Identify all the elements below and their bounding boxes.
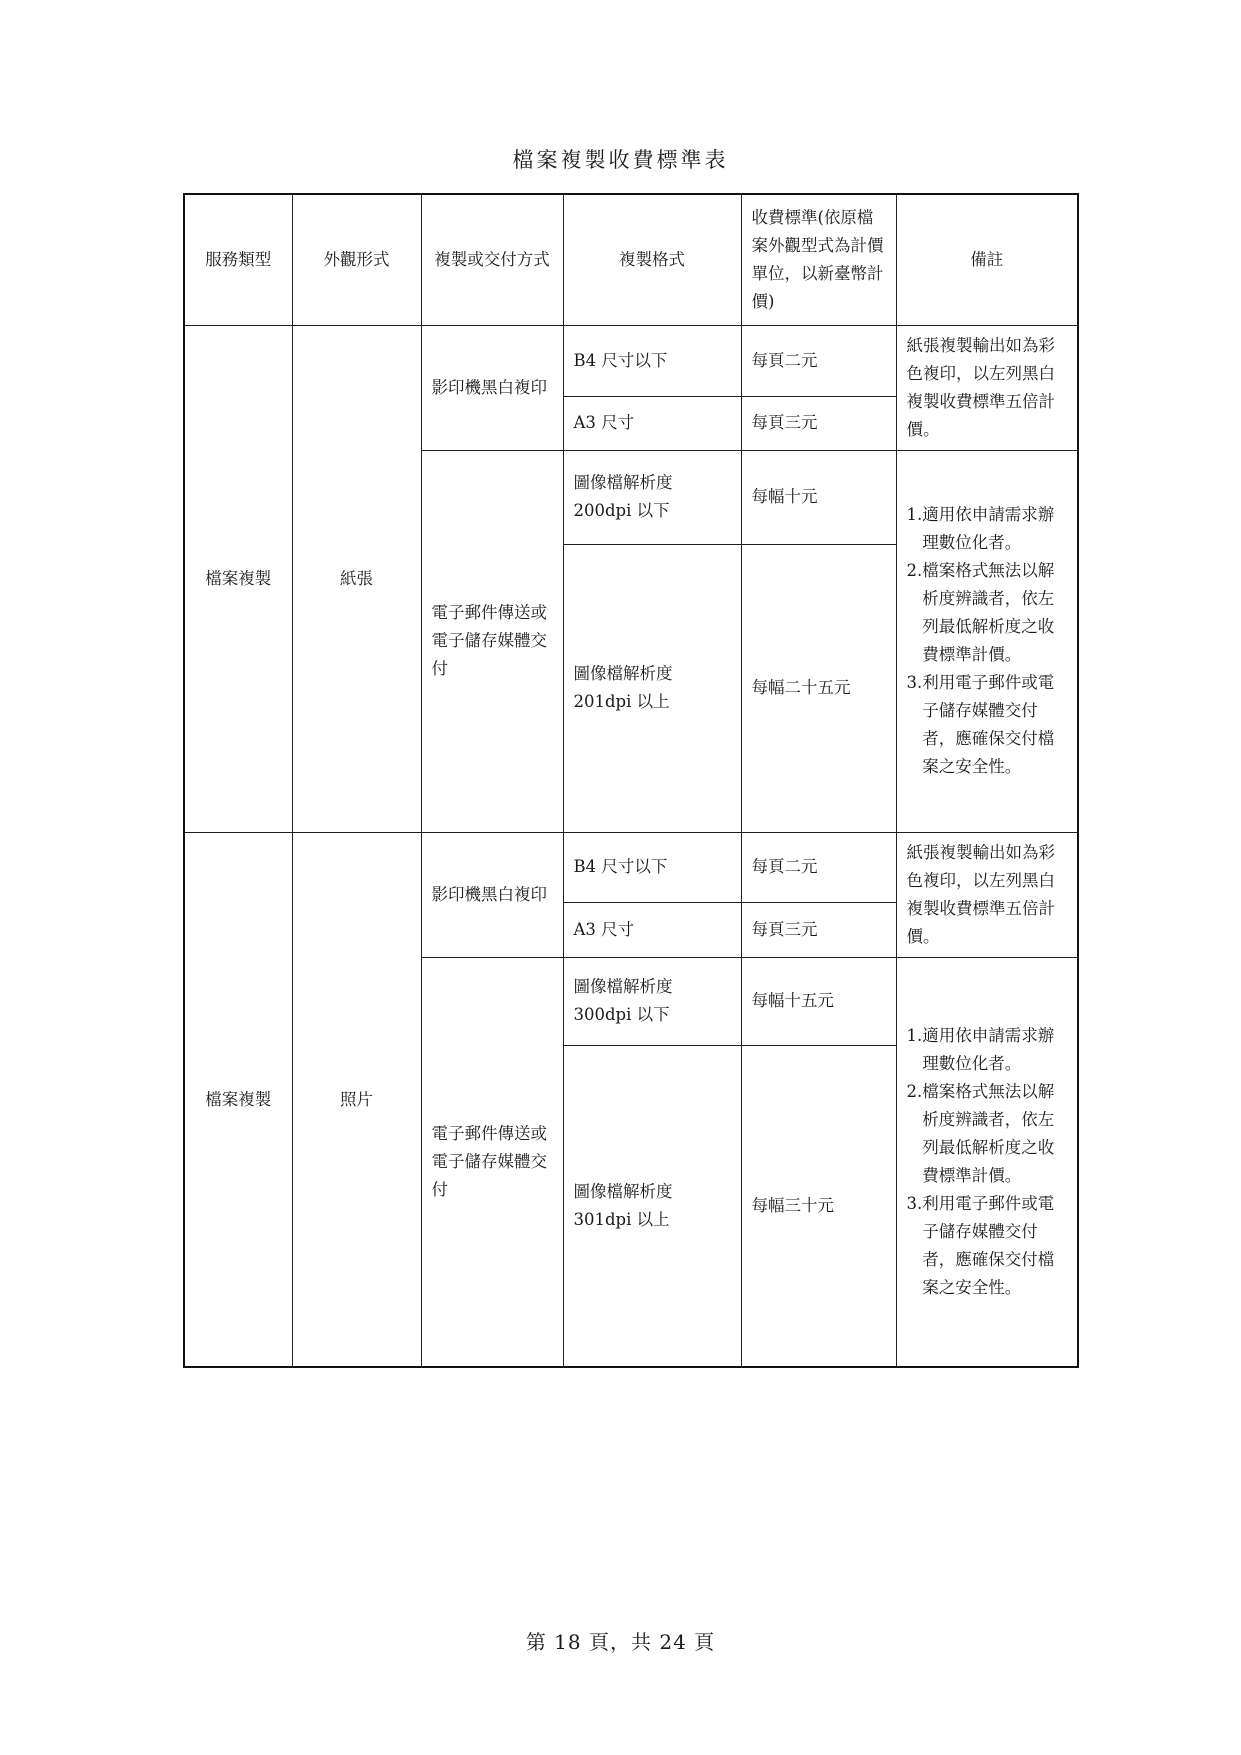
page-number: 第 18 頁，共 24 頁 (525, 1630, 716, 1654)
header-appearance: 外觀形式 (292, 194, 421, 325)
format-cell: 圖像檔解析度 201dpi 以上 (563, 544, 741, 832)
format-cell: B4 尺寸以下 (563, 832, 741, 902)
table-row (184, 325, 1078, 396)
appearance-cell: 照片 (292, 832, 421, 1367)
service-type-cell: 檔案複製 (184, 325, 292, 832)
remark-item: 3. 利用電子郵件或電子儲存媒體交付者，應確保交付檔案之安全性。 (906, 1194, 1055, 1298)
remark-item: 2. 檔案格式無法以解析度辨識者，依左列最低解析度之收費標準計價。 (906, 561, 1055, 665)
format-cell: 圖像檔解析度 200dpi 以下 (563, 450, 741, 544)
fee-cell: 每頁二元 (741, 832, 896, 902)
remark-cell: 紙張複製輸出如為彩色複印，以左列黑白複製收費標準五倍計價。 (896, 325, 1078, 450)
method-cell: 影印機黑白複印 (421, 325, 563, 450)
method-cell: 電子郵件傳送或電子儲存媒體交付 (421, 957, 563, 1367)
header-format: 複製格式 (563, 194, 741, 325)
table-row (184, 832, 1078, 902)
format-cell: A3 尺寸 (563, 396, 741, 450)
page-title: 檔案複製收費標準表 (512, 148, 729, 172)
header-remarks: 備註 (896, 194, 1078, 325)
service-type-cell: 檔案複製 (184, 832, 292, 1367)
fee-cell: 每頁二元 (741, 325, 896, 396)
header-service-type: 服務類型 (184, 194, 292, 325)
fee-cell: 每幅二十五元 (741, 544, 896, 832)
appearance-cell: 紙張 (292, 325, 421, 832)
fee-cell: 每幅十元 (741, 450, 896, 544)
header-row (184, 194, 1078, 325)
fee-cell: 每頁三元 (741, 396, 896, 450)
format-cell: A3 尺寸 (563, 902, 741, 957)
header-method: 複製或交付方式 (421, 194, 563, 325)
fee-cell: 每頁三元 (741, 902, 896, 957)
remark-item: 2. 檔案格式無法以解析度辨識者，依左列最低解析度之收費標準計價。 (906, 1081, 1055, 1186)
format-cell: 圖像檔解析度 300dpi 以下 (563, 957, 741, 1045)
fee-standard-table (183, 193, 1079, 1368)
remarks-list-cell (896, 957, 1078, 1367)
remark-item: 3. 利用電子郵件或電子儲存媒體交付者，應確保交付檔案之安全性。 (906, 673, 1055, 777)
format-cell: B4 尺寸以下 (563, 325, 741, 396)
fee-cell: 每幅三十元 (741, 1045, 896, 1367)
format-cell: 圖像檔解析度 301dpi 以上 (563, 1045, 741, 1367)
header-fee: 收費標準(依原檔案外觀型式為計價單位，以新臺幣計價) (741, 194, 896, 325)
remark-cell: 紙張複製輸出如為彩色複印，以左列黑白複製收費標準五倍計價。 (896, 832, 1078, 957)
remark-item: 1. 適用依申請需求辦理數位化者。 (906, 504, 1055, 552)
method-cell: 影印機黑白複印 (421, 832, 563, 957)
remarks-list-cell (896, 450, 1078, 832)
method-cell: 電子郵件傳送或電子儲存媒體交付 (421, 450, 563, 832)
fee-cell: 每幅十五元 (741, 957, 896, 1045)
remark-item: 1. 適用依申請需求辦理數位化者。 (906, 1025, 1055, 1073)
